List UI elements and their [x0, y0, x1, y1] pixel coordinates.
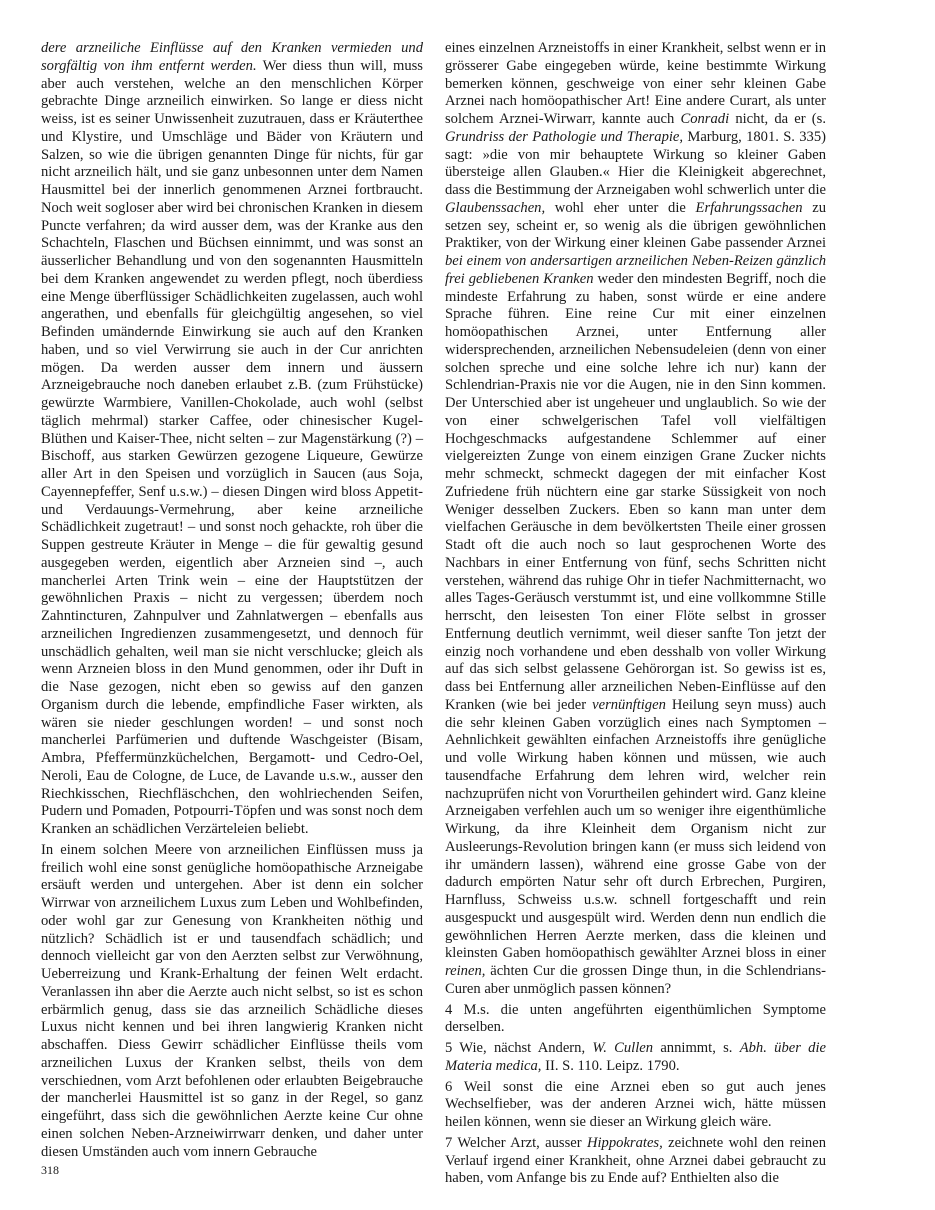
italic-emphasis: W. Cullen [592, 1040, 654, 1056]
right-paragraph-1 [445, 40, 826, 999]
left-paragraph-1 [41, 40, 423, 839]
italic-emphasis: Conradi [680, 111, 730, 127]
page-number: 318 [41, 1163, 59, 1177]
text-run: zu setzen sey, scheint er, so wenig als die übrigen gewöhnlichen Praktiker, von der Wirkung einer kleinen Gabe passender Arznei [445, 199, 826, 252]
text-run: eines einzelnen Arzneistoffs in einer Krankheit, selbst wenn er in grösserer Gabe eingegeben würde, keine bestimmte Wirkung bemerken können, geschweige von einer sehr kleinen Gabe Arznei nach homöopathischer Art! Eine andere Curart, als unter solchem Arznei-Wirwarr, kannte auch [445, 40, 826, 127]
text-run: II. S. 110. Leipz. 1790. [541, 1057, 680, 1074]
text-run: 7 Welcher Arzt, ausser [445, 1134, 587, 1151]
italic-emphasis: Erfahrungssachen [695, 199, 803, 216]
text-run: Heilung seyn muss) auch die sehr kleinen Gaben vorzüglich eines nach Symptomen – Aehnlichkeit gewählten einfachen Arzneistoffs ihre genügliche und volle Wirkung haben können und müssen, wie auch tausendfache Erfahrung dem lehren wird, welcher rein nachzuprüfen nicht von Vorurtheilen gehindert wird. Ganz kleine Arzneigaben verfehlen auch um so weniger ihre eigenthümliche Wirkung, da ihre Kleinheit dem Organism nicht zur Ausleerungs-Revolution bringen kann (er muss sich leidend von ihr umändern lassen), während eine grosse Gabe von der dadurch empörten Natur sehr oft durch Erbrechen, Purgiren, Harnfluss, Schweiss u.s.w. schnell fortgeschafft und rein ausgespuckt und ausgespült wird. Werden denn nun endlich die gewöhnlichen Herren Aerzte merken, dass die kleinen und kleinsten Gaben homöopathisch gewählter Arznei bloss in einer [445, 696, 826, 962]
text-run: 5 Wie, nächst Andern, [445, 1040, 593, 1056]
text-run: nicht, da er (s. [729, 111, 826, 127]
footnote-5 [445, 1040, 826, 1076]
italic-emphasis: vernünftigen [592, 696, 666, 713]
text-run: Marburg, 1801. S. 335) sagt: »die von mir behauptete Wirkung so kleiner Gaben übersteige allen Glauben.« Hier die Kleinigkeit abgerechnet, dass die Bestimmung der Arzneigaben wohl schwerlich unter die [445, 128, 826, 198]
text-run: wohl eher unter die [545, 199, 696, 216]
italic-emphasis: dere arzneiliche Einflüsse auf den Kranken vermieden und sorgfältig von ihm entfernt werden. [41, 40, 423, 74]
text-run: annimmt, s. [653, 1040, 740, 1056]
text-run: weder den mindesten Begriff, noch die mindeste Erfahrung zu haben, sonst würde er eine andere Sprache führen. Eine reine Cur mit einer einzelnen homöopathischen Arznei, unter Entfernung aller widersprechenden, arzneilichen Nebensudeleien (denn von einer solchen spreche und eine solche lehre ich nur) kann der Schlendrian-Praxis nie vor die Augen, nie in den Sinn kommen. Der Unterschied aber ist ungeheuer und unglaublich. So wie der von einer schwelgerischen Tafel voll vielfältigen Hochgeschmacks aufgestandene Schlemmer auf einer vielgereizten Zunge von einem einzigen Grane Zucker nichts mehr schmeckt, schmeckt dagegen der mit einfacher Kost Zufriedene früh nüchtern eine gar starke Süssigkeit von noch Weniger desselben Zuckers. Eben so kann man unter dem vielfachen Geräusche in dem bevölkertsten Theile einer grossen Stadt oft die auch noch so laut gesprochenen Worte des Nachbars in einer Entfernung von fünf, sechs Schritten nicht verstehen, während das ruhige Ohr in tiefer Nachmitternacht, wo alles Tages-Geräusch verstummt ist, und eine vollkommne Stille herrscht, den leisesten Ton einer Flöte selbst in grosser Entfernung deutlich vernimmt, weil dieser sanfte Ton jetzt der einzig noch vorhandene und eben desshalb von voller Wirkung auf das sich selbst gelassene Gehörorgan ist. So gewiss ist es, dass bei Entfernung aller arzneilichen Neben-Einflüsse auf den Kranken (wie bei jeder [445, 270, 826, 713]
italic-emphasis: bei einem von andersartigen arzneilichen Neben-Reizen gänzlich frei gebliebenen Kranken [445, 253, 826, 287]
left-paragraph-2: In einem solchen Meere von arzneilichen Einflüssen muss ja freilich wohl eine sonst genügliche homöopathische Arzneigabe ersäuft werden und untergehen. Aber ist denn ein solcher Wirrwar von arzneilichem Luxus zum Leben und Wohlbefinden, oder wohl gar zur Genesung von Krankheiten nöthig und nützlich? Schädlich ist er und tausendfach schädlich; und dennoch vielleicht gar von den Aerzten selbst zur Verwöhnung, Ueberreizung und Krank-Erhaltung der feinen Welt erdacht. Veranlassen ihn aber die Aerzte auch nicht selbst, so ist es schon erbärmlich genug, dass sie das arzneilich Schädliche dieses Luxus nicht kennen und bei ihren langwierig Kranken nicht abschaffen. Diess Gewirr schädlicher Einflüsse theils vom arzneilichen Luxus der Kranken selbst, theils von dem verschiednen, vom Arzt befohlenen oder erlaubten Beigebrauche der mancherlei Hausmittel ist so ganz in der Regel, so ganz eingeführt, dass sich die gewöhnlichen Aerzte keine Cur ohne einen solchen Neben-Arzneiwirrwarr denken, und daher unter diesen Umständen auch vom innern Gebrauche [41, 841, 423, 1160]
italic-emphasis: reinen, [445, 963, 486, 979]
left-column [41, 40, 423, 1161]
italic-emphasis: Hippokrates, [586, 1134, 663, 1151]
text-run: Wer diess thun will, muss aber auch verstehen, welche an den menschlichen Körper gebrachte Dinge arzneilich einwirken. So lange er diess nicht weiss, ist es seiner Unwissenheit zuzutrauen, dass er Kräuterthee und Klystire, und Umschläge und Bäder von Kräutern und Salzen, so wie die übrigen genannten Dinge für nichts, für gar nicht arzneilich hält, und sie ganz unbesonnen unter dem Namen Hausmittel bei der innerlich genommenen Arznei fortbraucht. Noch weit sogloser aber wird bei chronischen Kranken in diesem Puncte verfahren; da wird ausser dem, was der Kranke aus den Schachteln, Flaschen und Büchsen einnimmt, und was sonst an äusserlicher Behandlung und von den sogenannten Hausmitteln bei dem Kranken angewendet zu werden pflegt, noch überdiess eine Menge überflüssiger Schädlichkeiten zugelassen, auch wohl angerathen, und ebenfalls für gleichgültig angesehen, so viel Befinden umändernde Einwirkung sie auch auf den Kranken haben, und so viel Verwirrung sie auch in der Cur anrichten mögen. Da werden ausser dem innern und äussern Arzneigebrauche noch daneben erlaubet z.B. (zum Frühstücke) gewürzte Warmbiere, Vanillen-Chokolade, auch wohl (selbst täglich mehrmal) starker Caffee, oder chinesischer Kugel-Blüthen und Kaiser-Thee, nicht selten – zur Magenstärkung (?) – Bischoff, aus starken Gewürzen gezogene Liqueure, Gewürze aller Art in den Speisen und vorzüglich in Saucen (aus Soja, Cayennepfeffer, Senf u.s.w.) – diesen Dingen wird bloss Appetit- und Verdauungs-Vermehrung, aber keine arzneiliche Schädlichkeit zugetraut! – und sonst noch gehackte, roh über die Suppen gestreute Kräuter in Menge – die für gewaltig gesund ausgegeben werden, eigentlich aber Arzneien sind –, auch mancherlei Arten Trink wein – eine der Hauptstützen der gewöhnlichen Praxis – nicht zu vergessen; überdem noch Zahntincturen, Zahnpulver und Zahnlatwergen – ebenfalls aus arzneilichen Ingredienzen zusammengesetzt, und dennoch für unschädlich gehalten, weil man sie nicht verschlucke; gleich als wenn Arzneien bloss in den Mund genommen, oder ihr Duft in die Nase gezogen, nicht eben so gewiss auf den ganzen Organism durch die lebende, empfindliche Faser wirkten, als wären sie nieder geschlungen worden! – und sonst noch mancherlei Parfümerien und duftende Waschgeister (Bisam, Ambra, Pfeffermünzküchelchen, Bergamott- und Cedro-Oel, Neroli, Eau de Cologne, de Luce, de Lavande u.s.w., ausser den Riechkisschen, Riechfläschchen, den wohlriechenden Seifen, Pudern und Pomaden, Potpourri-Töpfen und was sonst noch dem Kranken an schädlichen Verzärteleien beliebt. [41, 57, 423, 837]
italic-emphasis: Glaubenssachen, [445, 199, 546, 216]
italic-emphasis: Grundriss der Pathologie und Therapie, [445, 128, 684, 145]
text-run: zeichnete wohl den reinen Verlauf irgend einer Krankheit, ohne Arznei dabei gebraucht zu haben, vom Anfange bis zu Ende auf? Enthielten also die [445, 1134, 826, 1187]
footnote-7 [445, 1135, 826, 1188]
text-run: ächten Cur die grossen Dinge thun, in die Schlendrians-Curen aber unmöglich passen können? [445, 963, 826, 997]
right-column [445, 40, 826, 1188]
footnote-4: 4 M.s. die unten angeführten eigenthümlichen Symptome derselben. [445, 1001, 826, 1036]
footnote-6: 6 Weil sonst die eine Arznei eben so gut auch jenes Wechselfieber, was der anderen Arznei wich, hätte müssen heilen können, wenn sie dieser an Wirkung gleich wäre. [445, 1078, 826, 1130]
italic-emphasis: Abh. über die Materia medica, [445, 1040, 826, 1074]
